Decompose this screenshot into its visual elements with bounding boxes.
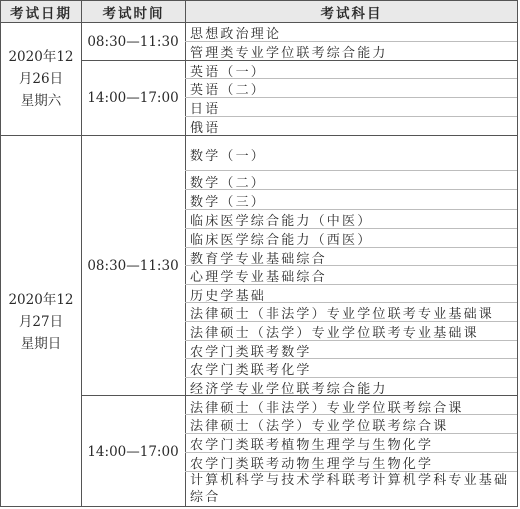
exam-subject: 临床医学综合能力（西医） — [190, 233, 373, 248]
exam-subject: 数学（三） — [190, 195, 267, 210]
exam-subject: 英语（一） — [190, 65, 267, 80]
date-line: 星期六 — [20, 93, 62, 109]
exam-subject: 农学门类联考化学 — [190, 363, 312, 378]
exam-subject: 法律硕士（非法学）专业学位联考专业基础课 — [190, 307, 495, 322]
exam-subject: 俄语 — [190, 121, 221, 136]
date-line: 2020年12 — [8, 291, 74, 308]
exam-time: 14:00—17:00 — [87, 443, 179, 460]
header-exam-time: 考试时间 — [82, 1, 185, 22]
exam-subject: 农学门类联考植物生理学与生物化学 — [190, 438, 434, 453]
exam-subject: 临床医学综合能力（中医） — [190, 214, 373, 229]
exam-subject: 心理学专业基础综合 — [190, 270, 327, 285]
header-exam-date: 考试日期 — [1, 1, 81, 22]
row-divider — [185, 116, 517, 117]
date-line: 月26日 — [18, 71, 64, 87]
exam-subject: 农学门类联考动物生理学与生物化学 — [190, 457, 434, 472]
exam-subject: 法律硕士（非法学）专业学位联考综合课 — [190, 401, 464, 416]
exam-date-day1 — [1, 23, 81, 135]
date-line: 2020年12 — [8, 49, 74, 65]
row-divider — [185, 170, 517, 171]
date-line: 月27日 — [18, 313, 64, 330]
exam-subject: 英语（二） — [190, 83, 267, 98]
exam-time: 08:30—11:30 — [87, 257, 179, 274]
exam-subject: 历史学基础 — [190, 289, 267, 304]
date-line: 星期日 — [20, 335, 62, 352]
exam-time: 14:00—17:00 — [87, 90, 179, 106]
exam-subject: 教育学专业基础综合 — [190, 252, 327, 267]
exam-subject: 管理类专业学位联考综合能力 — [190, 46, 388, 61]
exam-subject: 农学门类联考数学 — [190, 345, 312, 360]
exam-subject: 法律硕士（法学）专业学位联考专业基础课 — [190, 326, 479, 341]
exam-date-day2 — [1, 136, 81, 507]
exam-subject: 数学（一） — [190, 149, 267, 164]
exam-subject: 经济学专业学位联考综合能力 — [190, 382, 388, 397]
exam-subject: 思想政治理论 — [190, 27, 282, 42]
header-exam-subject: 考试科目 — [186, 1, 517, 22]
exam-subject: 计算机科学与技术学科联考计算机学科专业基础综合 — [190, 473, 510, 505]
exam-time: 08:30—11:30 — [87, 33, 179, 50]
column-divider — [185, 1, 186, 506]
exam-subject: 日语 — [190, 102, 221, 117]
exam-subject: 法律硕士（法学）专业学位联考综合课 — [190, 419, 449, 434]
exam-subject: 数学（二） — [190, 176, 267, 191]
